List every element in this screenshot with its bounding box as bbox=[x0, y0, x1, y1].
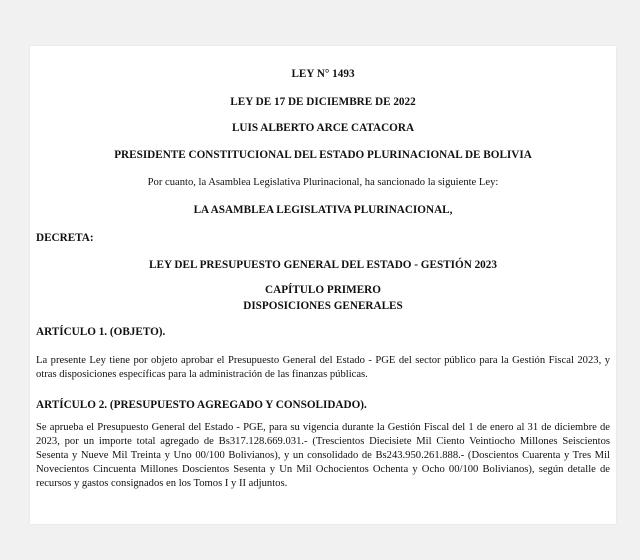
president-title: PRESIDENTE CONSTITUCIONAL DEL ESTADO PLURINACIONAL DE BOLIVIA bbox=[114, 149, 532, 161]
decreta-heading: DECRETA: bbox=[36, 232, 94, 244]
law-date: LEY DE 17 DE DICIEMBRE DE 2022 bbox=[230, 96, 416, 108]
article-2-body: Se aprueba el Presupuesto General del Estado - PGE, para su vigencia durante la Gestión Fiscal del 1 de enero al 31 de diciembre de 2023, por un importe total agregado de Bs317.128.669.031.- (Trescientos Diecisiete Mil Ciento Veintiocho Millones Seiscientos Sesenta y Nueve Mil Treinta y Uno 00/100 Bolivianos), y un consolidado de Bs243.950.261.888.- (Doscientos Cuarenta y Tres Mil Novecientos Cincuenta Millones Doscientos Sesenta y Un Mil Ochocientos Ochenta y Ocho 00/100 Bolivianos), según detalle de recursos y gastos consignados en los Tomos I y II adjuntos. bbox=[36, 422, 610, 489]
document-page bbox=[30, 46, 616, 524]
preamble: Por cuanto, la Asamblea Legislativa Plurinacional, ha sancionado la siguiente Ley: bbox=[147, 177, 499, 188]
article-1-body: La presente Ley tiene por objeto aprobar el Presupuesto General del Estado - PGE del sector público para la Gestión Fiscal 2023, y otras disposiciones específicas para la administración de las finanzas públicas. bbox=[36, 355, 610, 380]
article-1-heading: ARTÍCULO 1. (OBJETO). bbox=[36, 326, 166, 338]
assembly-heading: LA ASAMBLEA LEGISLATIVA PLURINACIONAL, bbox=[193, 204, 453, 216]
chapter-title: DISPOSICIONES GENERALES bbox=[243, 300, 403, 312]
chapter-number: CAPÍTULO PRIMERO bbox=[265, 284, 381, 296]
president-name: LUIS ALBERTO ARCE CATACORA bbox=[231, 122, 415, 134]
article-2-heading: ARTÍCULO 2. (PRESUPUESTO AGREGADO Y CONSOLIDADO). bbox=[36, 399, 367, 411]
law-title: LEY DEL PRESUPUESTO GENERAL DEL ESTADO - GESTIÓN 2023 bbox=[149, 259, 497, 271]
law-number: LEY N° 1493 bbox=[291, 68, 355, 80]
